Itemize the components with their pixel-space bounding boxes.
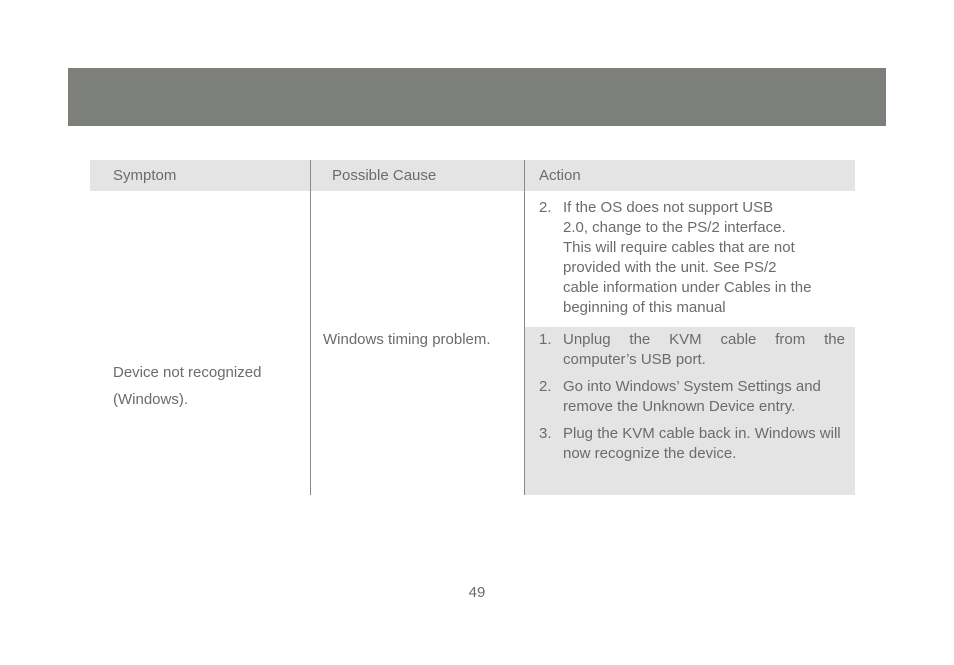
column-divider-2 <box>524 160 525 495</box>
symptom-text: Device not recognized (Windows). <box>113 364 262 408</box>
page-number: 49 <box>468 584 486 601</box>
list-item: 3. Plug the KVM cable back in. Windows will now recognize the device. <box>539 425 841 462</box>
column-divider-1 <box>310 160 311 495</box>
table-header-action: Action <box>525 160 855 191</box>
list-item: 2. Go into Windows’ System Settings and remove the Unknown Device entry. <box>539 378 821 415</box>
table-header-symptom: Symptom <box>90 160 310 191</box>
list-item: 1. Unplug the KVM cable from the computer’s USB port. <box>539 331 845 368</box>
cause-text: Windows timing problem. <box>323 331 491 348</box>
list-item: 2. If the OS does not support USB 2.0, change to the PS/2 interface. This will require cables that are not provided with the unit. See PS/2 cable information under Cables in the beginning of this manual <box>539 199 812 316</box>
action-list-continued <box>539 198 849 318</box>
action-list <box>539 330 845 464</box>
table-header-cause: Possible Cause <box>311 160 524 191</box>
header-banner <box>68 68 886 126</box>
